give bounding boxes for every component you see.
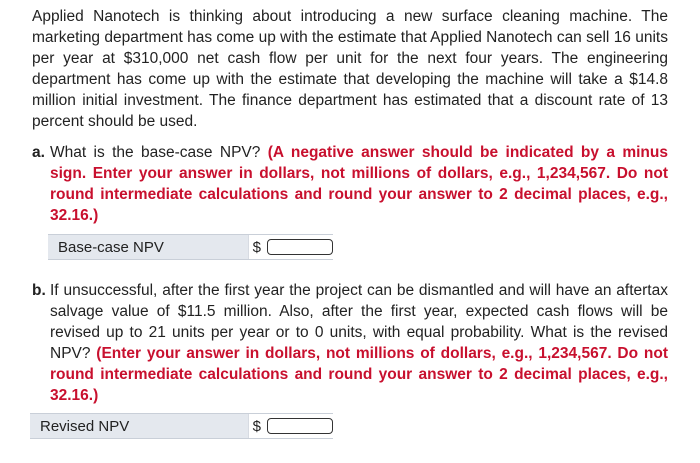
question-b [32, 280, 668, 406]
question-b-text: If unsuccessful, after the first year the project can be dismantled and will have an aftertax salvage value of $11.5 million. Also, after the first year, expected cash flows will be revised up to 21 units per year or to 0 units, with equal probability. What is the revised NPV? [50, 282, 668, 362]
answer-row-base-case-npv [48, 234, 333, 260]
question-b-instructions: (Enter your answer in dollars, not millions of dollars, e.g., 1,234,567. Do not round intermediate calculations and round your answer to 2 decimal places, e.g., 32.16.) [50, 345, 668, 404]
revised-npv-label: Revised NPV [40, 417, 130, 435]
problem-intro: Applied Nanotech is thinking about introducing a new surface cleaning machine. The marketing department has come up with the estimate that Applied Nanotech can sell 16 units per year at $310,000 net cash flow per unit for the next four years. The engineering department has come up with the estimate that developing the machine will take a $14.8 million initial investment. The finance department has estimated that a discount rate of 13 percent should be used. [32, 8, 668, 130]
base-case-npv-cell [248, 235, 333, 259]
dollar-sign: $ [252, 417, 261, 435]
question-b-marker: b. [32, 282, 46, 299]
revised-npv-cell [248, 414, 333, 438]
answer-row-revised-npv [30, 413, 333, 439]
question-a-instructions: (A negative answer should be indicated by a minus sign. Enter your answer in dollars, not millions of dollars, e.g., 1,234,567. Do not round intermediate calculations and round your answer to 2 decimal places, e.g., 32.16.) [50, 144, 668, 224]
question-a-body [50, 142, 668, 226]
base-case-npv-input[interactable] [267, 239, 333, 255]
revised-npv-input[interactable] [267, 418, 333, 434]
question-a [32, 142, 668, 226]
question-a-marker: a. [32, 144, 45, 161]
question-a-text: What is the base-case NPV? [50, 144, 268, 161]
dollar-sign: $ [252, 238, 261, 256]
question-b-body [50, 280, 668, 406]
base-case-npv-label: Base-case NPV [58, 238, 164, 256]
